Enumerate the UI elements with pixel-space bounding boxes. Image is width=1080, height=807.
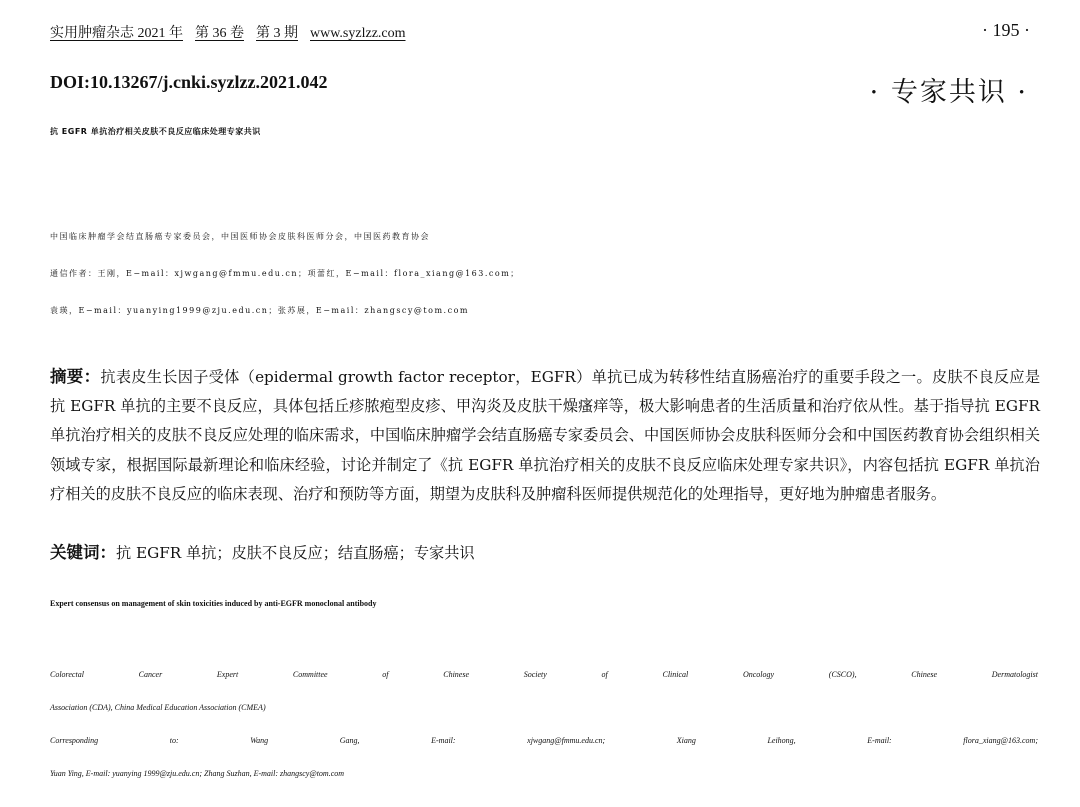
keywords — [50, 538, 1040, 568]
english-affiliation-1: Colorectal Cancer Expert Committee of Chinese Society of Clinical Oncology (CSCO), Chinese Dermatologist — [50, 670, 1038, 679]
journal-citation — [50, 22, 406, 42]
abstract-text: 抗表皮生长因子受体（epidermal growth factor receptor，EGFR）单抗已成为转移性结直肠癌治疗的重要手段之一。皮肤不良反应是抗 EGFR 单抗的主要不良反应，具体包括丘疹脓疱型皮疹、甲沟炎及皮肤干燥瘙痒等，极大影响患者的生活质量和治疗依从性。基于指导抗 EGFR 单抗治疗相关的皮肤不良反应处理的临床需求，中国临床肿瘤学会结直肠癌专家委员会、中国医师协会皮肤科医师分会和中国医药教育协会组织相关领域专家，根据国际最新理论和临床经验，讨论并制定了《抗 EGFR 单抗治疗相关的皮肤不良反应临床处理专家共识》，内容包括抗 EGFR 单抗治疗相关的皮肤不良反应的临床表现、治疗和预防等方面，期望为皮肤科及肿瘤科医师提供规范化的处理指导，更好地为肿瘤患者服务。 — [50, 368, 1041, 503]
english-corresponding-2: Yuan Ying, E-mail: yuanying 1999@zju.edu.cn; Zhang Suzhan, E-mail: zhangscy@tom.com — [50, 769, 345, 778]
keywords-label: 关键词： — [50, 543, 116, 562]
english-corresponding-1: Corresponding to: Wang Gang, E-mail: xjwgang@fmmu.edu.cn; Xiang Leihong, E-mail: flora_xiang@163.com; — [50, 736, 1038, 745]
english-author-block — [50, 658, 1038, 790]
journal-volume: 第 36 卷 — [195, 26, 244, 41]
corresponding-authors-1: 通信作者：王刚，E−mail：xjwgang@fmmu.edu.cn；项蕾红，E−mail：flora_xiang@163.com； — [50, 269, 520, 278]
english-affiliation-2: Association (CDA), China Medical Education Association (CMEA) — [50, 703, 266, 712]
abstract — [50, 362, 1040, 509]
corresponding-authors-2: 袁瑛，E−mail：yuanying1999@zju.edu.cn；张苏展，E−mail：zhangscy@tom.com — [50, 306, 469, 315]
author-block — [50, 218, 1040, 329]
doi: DOI:10.13267/j.cnki.syzlzz.2021.042 — [50, 72, 328, 92]
keywords-text: 抗 EGFR 单抗；皮肤不良反应；结直肠癌；专家共识 — [116, 544, 475, 562]
journal-website: www.syzlzz.com — [310, 26, 406, 41]
section-label: · 专家共识 · — [869, 77, 1028, 108]
paper-title: 抗 EGFR 单抗治疗相关皮肤不良反应临床处理专家共识 — [50, 127, 261, 136]
english-title: Expert consensus on management of skin toxicities induced by anti-EGFR monoclonal antibody — [50, 599, 377, 608]
running-header — [50, 20, 1030, 42]
page-number: · 195 · — [982, 20, 1030, 40]
author-affiliations: 中国临床肿瘤学会结直肠癌专家委员会，中国医师协会皮肤科医师分会，中国医药教育协会 — [50, 232, 430, 241]
journal-name: 实用肿瘤杂志 2021 年 — [50, 26, 183, 41]
abstract-label: 摘要： — [50, 367, 101, 386]
journal-issue: 第 3 期 — [256, 26, 298, 41]
